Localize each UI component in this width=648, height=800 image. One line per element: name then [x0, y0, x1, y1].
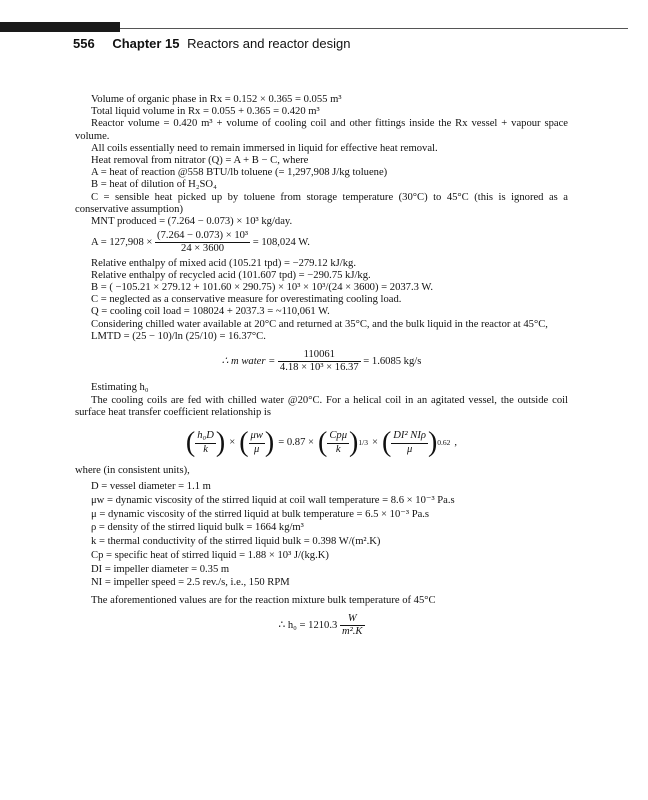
denominator: μ — [254, 443, 260, 455]
numerator: Cpμ — [327, 430, 349, 443]
header-bar — [0, 22, 120, 32]
text-line: A = heat of reaction @558 BTU/lb toluene (= 1,297,908 J/kg toluene) — [91, 167, 388, 179]
numerator: (7.264 − 0.073) × 10³ — [155, 230, 250, 243]
fraction — [340, 613, 365, 638]
text-line: C = sensible heat picked up by toluene from storage temperature (30°C) to 45°C (this is ignored as a conservative assumption) — [75, 191, 568, 215]
running-header — [73, 36, 350, 51]
equation-heat-of-reaction — [91, 230, 568, 255]
definitions-list — [91, 481, 568, 589]
text-line: Considering chilled water available at 20°C and returned at 35°C, and the bulk liquid in the reactor at 45°C, — [91, 318, 548, 330]
definition-item: μ = dynamic viscosity of the stirred liquid at bulk temperature = 6.5 × 10⁻³ Pa.s — [91, 508, 430, 520]
numerator: h₀D — [195, 430, 216, 443]
numerator: W — [340, 613, 365, 626]
fraction — [155, 230, 250, 255]
equation-water-flow — [75, 349, 568, 374]
text-line: where (in consistent units), — [75, 465, 190, 477]
text-line: C = neglected as a conservative measure for overestimating cooling load. — [91, 294, 402, 306]
definition-item: D = vessel diameter = 1.1 m — [91, 481, 211, 493]
definition-item: DI = impeller diameter = 0.35 m — [91, 563, 230, 575]
text-line: Reactor volume = 0.420 m³ + volume of cooling coil and other fittings inside the Rx vessel + vapour space volume. — [75, 118, 568, 142]
equation-rhs: = 108,024 W. — [252, 237, 310, 249]
term-viscosity-ratio: ( $\frac{\mu w}{\mu}$ ) — [239, 427, 275, 459]
page-number: 556 — [73, 36, 95, 51]
page-body — [75, 94, 568, 647]
numerator: DI² NIρ — [391, 430, 428, 443]
text-line: Q = cooling coil load = 108024 + 2037.3 = ~110,061 W. — [91, 306, 330, 318]
numerator: μw — [249, 430, 265, 443]
text-line: The cooling coils are fed with chilled water @20°C. For a helical coil in an agitated vessel, the outside coil surface heat transfer coefficient relationship is — [75, 394, 568, 418]
definition-item: Cp = specific heat of stirred liquid = 1.88 × 10³ J/(kg.K) — [91, 549, 329, 561]
text-line: Relative enthalpy of recycled acid (101.607 tpd) = −290.75 kJ/kg. — [91, 269, 371, 281]
text-line: B = heat of dilution of H₂SO₄ — [91, 179, 217, 191]
text-line: B = ( −105.21 × 279.12 + 101.60 × 290.75) × 10³ × 10³/(24 × 3600) = 2037.3 W. — [91, 282, 434, 294]
times-sign: × — [229, 436, 236, 448]
text-line: MNT produced = (7.264 − 0.073) × 10³ kg/day. — [91, 216, 293, 228]
denominator: k — [203, 443, 208, 455]
definition-item: μw = dynamic viscosity of the stirred liquid at coil wall temperature = 8.6 × 10⁻³ Pa.s — [91, 494, 455, 506]
term-prandtl: ( $\frac{\text{Cpμ}}{k}$ ) 1/3 — [318, 427, 368, 459]
definition-item: ρ = density of the stirred liquid bulk = 1664 kg/m³ — [91, 522, 304, 534]
times-sign: × — [371, 436, 378, 448]
equals-coefficient: = 0.87 × — [278, 436, 315, 448]
text-line: Estimating h₀ — [91, 382, 149, 394]
text-line: Heat removal from nitrator (Q) = A + B − C, where — [91, 155, 309, 167]
trailing-comma: , — [454, 436, 458, 448]
denominator: k — [335, 443, 341, 455]
text-line: Total liquid volume in Rx = 0.055 + 0.365 = 0.420 m³ — [91, 106, 320, 118]
equation-lhs: ∴ h₀ = 1210.3 — [278, 620, 338, 632]
chapter-title: Reactors and reactor design — [187, 36, 351, 51]
numerator: 110061 — [278, 349, 361, 362]
definition-item: NI = impeller speed = 2.5 rev./s, i.e., 150 RPM — [91, 577, 290, 589]
denominator: m².K — [341, 626, 363, 638]
equation-rhs: = 1.6085 kg/s — [363, 356, 422, 368]
fraction — [278, 349, 361, 374]
denominator: 4.18 × 10³ × 16.37 — [279, 362, 359, 374]
equation-lhs: A = 127,908 × — [91, 237, 153, 249]
definition-item: k = thermal conductivity of the stirred liquid bulk = 0.398 W/(m².K) — [91, 536, 381, 548]
text-line: All coils essentially need to remain immersed in liquid for effective heat removal. — [91, 142, 438, 154]
term-nusselt: ( $\frac{\text{h₀D}}{k}$ ) — [185, 427, 226, 459]
denominator: 24 × 3600 — [181, 243, 225, 255]
chapter-label: Chapter 15 — [112, 36, 180, 51]
term-reynolds: ( $\frac{\text{DI² NIρ}}{\mu}$ ) 0.62 — [381, 427, 451, 459]
text-line: Relative enthalpy of mixed acid (105.21 tpd) = −279.12 kJ/kg. — [91, 257, 356, 269]
equation-h0 — [75, 613, 568, 638]
text-line: Volume of organic phase in Rx = 0.152 × 0.365 = 0.055 m³ — [91, 94, 342, 105]
header-rule — [120, 28, 628, 29]
text-line: The aforementioned values are for the reaction mixture bulk temperature of 45°C — [91, 594, 436, 606]
correlation-equation — [75, 429, 568, 457]
equation-lhs: ∴ m water = — [221, 356, 276, 368]
denominator: μ — [406, 443, 413, 455]
text-line: LMTD = (25 − 10)/ln (25/10) = 16.37°C. — [91, 330, 266, 342]
